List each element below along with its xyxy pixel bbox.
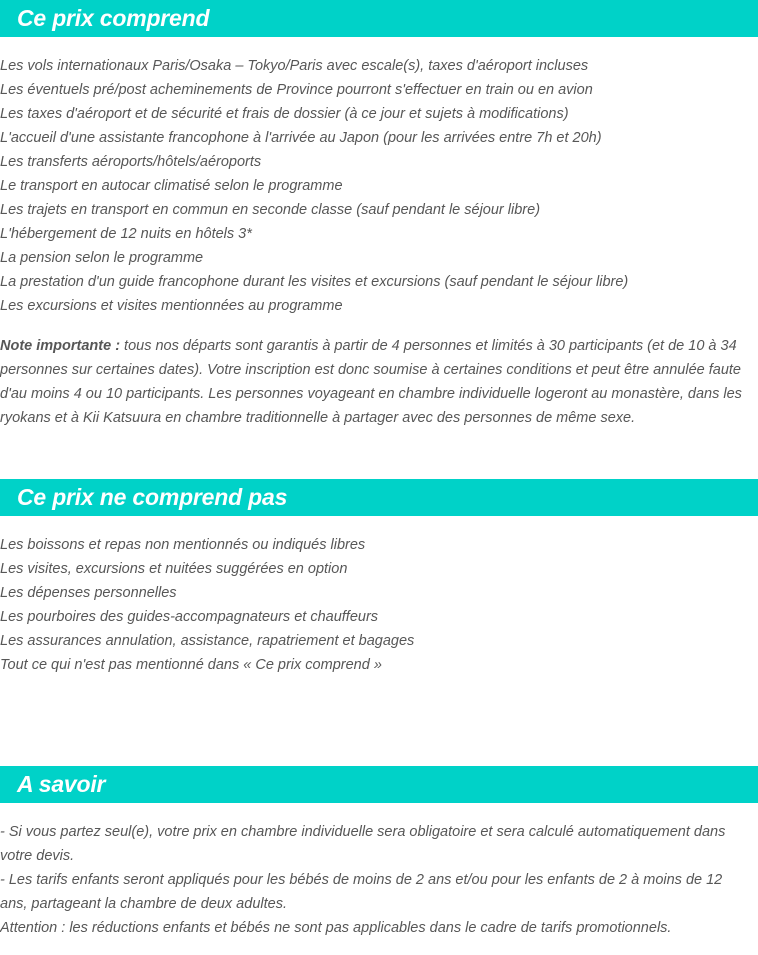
list-item: Les assurances annulation, assistance, rapatriement et bagages [0, 633, 415, 649]
list-item: Les éventuels pré/post acheminements de Province pourront s'effectuer en train ou en avion [0, 82, 593, 98]
list-item: L'hébergement de 12 nuits en hôtels 3* [0, 226, 252, 242]
list-item: Les pourboires des guides-accompagnateurs et chauffeurs [0, 609, 379, 625]
list-item: La pension selon le programme [0, 250, 204, 266]
info-paragraph: - Les tarifs enfants seront appliqués pour les bébés de moins de 2 ans et/ou pour les enfants de 2 à moins de 12 ans, partageant la chambre de deux adultes. [0, 872, 723, 912]
included-items-list [0, 54, 628, 318]
list-item: La prestation d'un guide francophone durant les visites et excursions (sauf pendant le séjour libre) [0, 274, 629, 290]
list-item: L'accueil d'une assistante francophone à l'arrivée au Japon (pour les arrivées entre 7h et 20h) [0, 130, 602, 146]
info-paragraph: - Si vous partez seul(e), votre prix en chambre individuelle sera obligatoire et sera calculé automatiquement dans votre devis. [0, 824, 726, 864]
important-note [0, 334, 752, 430]
section-header-a-savoir [0, 766, 758, 803]
list-item: Les boissons et repas non mentionnés ou indiqués libres [0, 537, 366, 553]
list-item: Les trajets en transport en commun en seconde classe (sauf pendant le séjour libre) [0, 202, 541, 218]
section-header-ce-prix-comprend [0, 0, 758, 37]
list-item: Tout ce qui n'est pas mentionné dans « Ce prix comprend » [0, 657, 382, 673]
info-paragraph: Attention : les réductions enfants et bébés ne sont pas applicables dans le cadre de tarifs promotionnels. [0, 920, 672, 936]
section-header-ce-prix-ne-comprend-pas [0, 479, 758, 516]
section-title: Ce prix ne comprend pas [17, 484, 288, 510]
list-item: Les vols internationaux Paris/Osaka – Tokyo/Paris avec escale(s), taxes d'aéroport incluses [0, 58, 589, 74]
list-item: Le transport en autocar climatisé selon le programme [0, 178, 343, 194]
important-note-label: Note importante : [0, 338, 121, 354]
important-note-text: tous nos départs sont garantis à partir de 4 personnes et limités à 30 participants (et de 10 à 34 personnes sur certaines dates). Votre inscription est donc soumise à certaines conditions et peut être annulée faute d'au moins 4 ou 10 participants. Les personnes voyageant en chambre individuelle logeront au monastère, dans les ryokans et à Kii Katsuura en chambre traditionnelle à partager avec des personnes de même sexe. [0, 338, 742, 426]
excluded-items-list [0, 533, 414, 677]
list-item: Les dépenses personnelles [0, 585, 177, 601]
good-to-know-content [0, 820, 752, 940]
list-item: Les visites, excursions et nuitées suggérées en option [0, 561, 348, 577]
list-item: Les excursions et visites mentionnées au programme [0, 298, 343, 314]
list-item: Les taxes d'aéroport et de sécurité et frais de dossier (à ce jour et sujets à modifications) [0, 106, 569, 122]
section-title: A savoir [17, 771, 106, 797]
section-title: Ce prix comprend [17, 5, 210, 31]
list-item: Les transferts aéroports/hôtels/aéroports [0, 154, 262, 170]
